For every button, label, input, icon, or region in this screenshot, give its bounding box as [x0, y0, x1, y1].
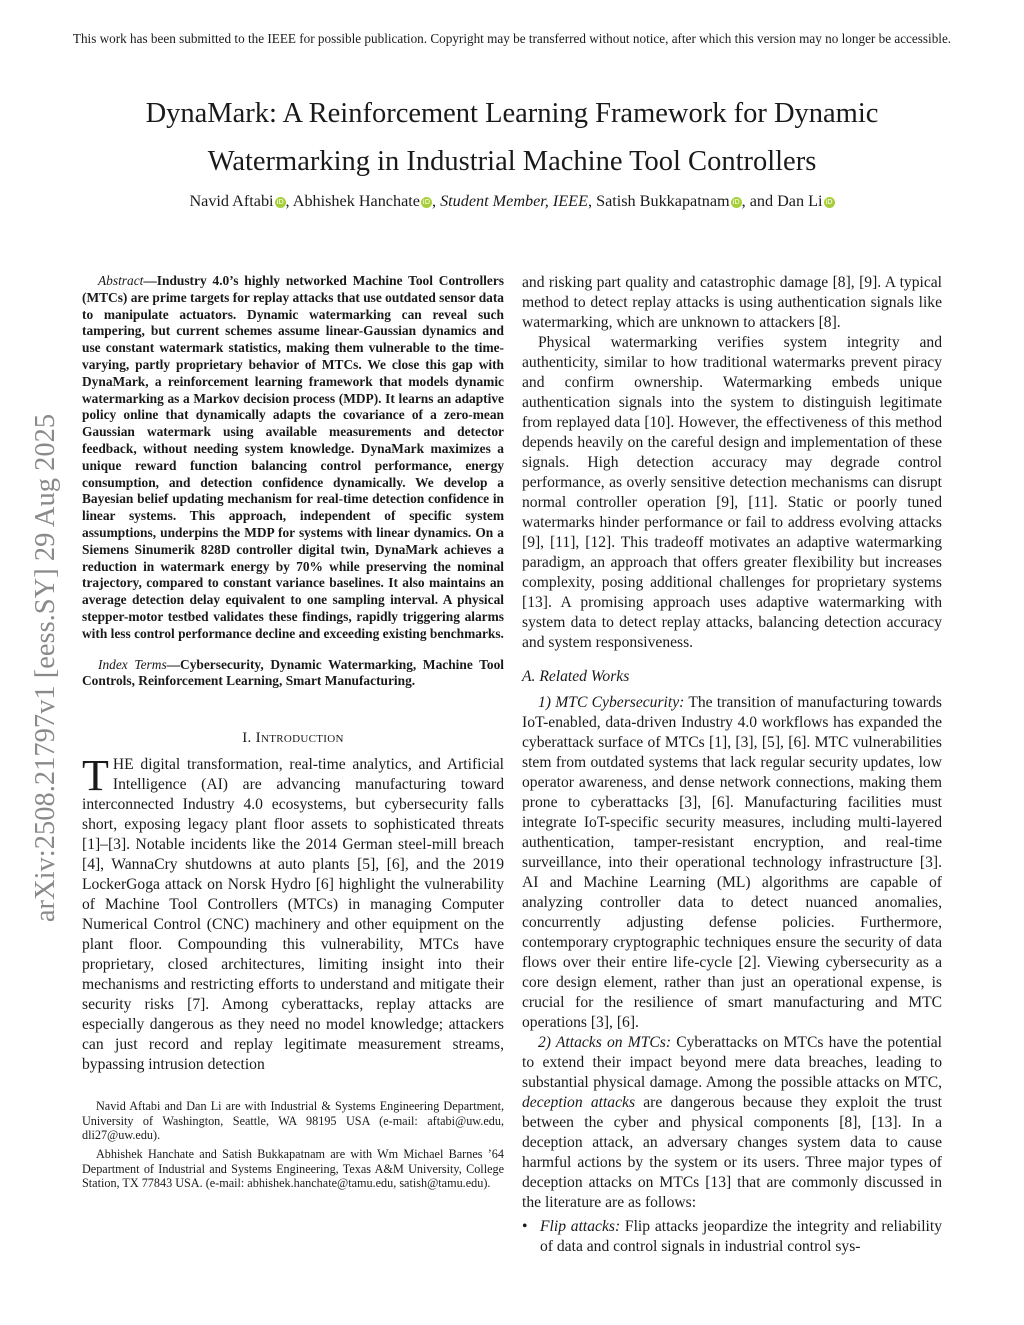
author-list — [40, 190, 984, 212]
paragraph-text: The transition of manufacturing towards IoT-enabled, data-driven Industry 4.0 workflows has expanded the cyberattack surface of MTCs [1], [3], [5], [6]. MTC vulnerabilities stem from outdated systems that lack regular security updates, low operator awareness, and dense network connections, making them prone to cyberattacks [3], [6]. Manufacturing facilities must integrate IoT-specific security measures, including multi-layered authentication, tamper-resistant encryption, and real-time surveillance, into their operational technology infrastructure [3]. AI and Machine Learning (ML) algorithms are capable of analyzing controller data to detect nuanced anomalies, concurrently adjusting defense policies. Furthermore, contemporary cryptographic techniques ensure the security of data flows over their entire life-cycle [2]. Viewing cybersecurity as a core design element, rather than just an operational expense, is crucial for the resilience of smart manufacturing and MTC operations [3], [6]. — [522, 694, 942, 1031]
author-name: Satish Bukkapatnam — [596, 192, 730, 210]
author-separator: , — [587, 192, 597, 210]
paragraph-text: Cyberattacks on MTCs have the potential to extend their impact beyond mere data breaches, leading to substantial physical damage. Among the possible attacks on MTC, — [522, 1034, 942, 1091]
emphasis-term: deception attacks — [522, 1094, 636, 1111]
author-name: Abhishek Hanchate — [292, 192, 420, 210]
section-heading-introduction — [82, 730, 504, 747]
orcid-icon[interactable]: iD — [422, 198, 431, 206]
author-separator: , and — [741, 192, 778, 210]
author-separator: , — [431, 192, 441, 210]
footnote-affiliation-1: Navid Aftabi and Dan Li are with Industrial & Systems Engineering Department, University of Washington, Seattle, WA 98195 USA (e-mail: aftabi@uw.edu, dli27@uw.edu). — [82, 1099, 504, 1143]
author-name: Navid Aftabi — [189, 192, 274, 210]
section-title: Introduction — [255, 730, 344, 747]
list-item-label: Flip attacks: — [540, 1218, 621, 1235]
abstract — [82, 273, 504, 643]
orcid-icon[interactable]: iD — [276, 198, 284, 206]
title-line-1: DynaMark: A Reinforcement Learning Framework for Dynamic — [145, 98, 879, 129]
copyright-notice: This work has been submitted to the IEEE for possible publication. Copyright may be transferred without notice, after which this version may no longer be accessible. — [72, 31, 952, 46]
paragraph-label: 1) MTC Cybersecurity: — [538, 694, 685, 711]
paragraph-text: are dangerous because they exploit the trust between the cyber and physical components [8], [13]. In a deception attack, an adversary changes system data to cause harmful actions by the system or its users. Three major types of deception attacks on MTCs [13] that are commonly discussed in the literature are as follows: — [522, 1094, 942, 1211]
subsection-heading-related-works: A. Related Works — [522, 668, 630, 685]
index-terms-text: —Cybersecurity, Dynamic Watermarking, Machine Tool Controls, Reinforcement Learning, Smart Manufacturing. — [82, 656, 504, 689]
title-line-2: Watermarking in Industrial Machine Tool Controllers — [207, 146, 817, 177]
index-terms — [82, 657, 504, 691]
attack-types-list — [522, 1217, 942, 1257]
abstract-text: —Industry 4.0’s highly networked Machine Tool Controllers (MTCs) are prime targets for replay attacks that use outdated sensor data to manipulate actuators. Dynamic watermarking can reveal such tampering, but current schemes assume linear-Gaussian dynamics and use constant watermark statistics, making them vulnerable to the time-varying, partly proprietary behavior of MTCs. We close this gap with DynaMark, a reinforcement learning framework that models dynamic watermarking as a Markov decision process (MDP). It learns an adaptive policy online that dynamically adapts the covariance of a zero-mean Gaussian watermark using available measurements and detector feedback, without needing system knowledge. DynaMark maximizes a unique reward function balancing control performance, energy consumption, and detection confidence dynamically. We develop a Bayesian belief updating mechanism for real-time detection confidence in linear systems. This approach, independent of specific system assumptions, underpins the MDP for systems with linear dynamics. On a Siemens Sinumerik 828D controller digital twin, DynaMark achieves a reduction in watermark energy by 70% while preserving the nominal trajectory, compared to constant variance baselines. It also maintains an average detection delay equivalent to one sampling interval. A physical stepper-motor testbed validates these findings, rapidly triggering alarms with less control performance decline and exceeding existing benchmarks. — [82, 273, 504, 641]
right-column — [522, 273, 942, 1257]
left-column — [82, 273, 504, 1195]
body-paragraph: and risking part quality and catastrophic damage [8], [9]. A typical method to detect replay attacks is using authentication signals like watermarking, which are unknown to attackers [8]. — [522, 274, 942, 331]
mtc-cybersecurity-paragraph — [522, 693, 942, 1033]
index-terms-label: Index Terms — [98, 656, 167, 672]
intro-paragraph — [82, 751, 504, 1075]
body-paragraph: Physical watermarking verifies system integrity and authenticity, similar to how traditional watermarks prevent piracy and confirm ownership. Watermarking embeds unique authentication signals into the system to distinguish legitimate from replayed data [10]. However, the effectiveness of this method depends heavily on the careful design and implementation of these signals. High detection accuracy may degrade control performance, as overly sensitive detection mechanisms can disrupt normal controller operation [9], [11]. Static or poorly tuned watermarks hinder performance or fail to address evolving attacks [9], [11], [12]. This tradeoff motivates an adaptive watermarking paradigm, an approach that offers greater flexibility but increases complexity, posing additional challenges for proprietary systems [13]. A promising approach uses adaptive watermarking with system data to detect replay attacks, balancing detection accuracy and system responsiveness. — [522, 334, 942, 651]
list-item — [522, 1217, 942, 1257]
orcid-icon[interactable]: iD — [825, 198, 833, 206]
paper-title — [40, 90, 984, 186]
orcid-icon[interactable]: iD — [732, 198, 740, 206]
list-item-text: Flip attacks jeopardize the integrity and reliability of data and control signals in industrial control sys- — [540, 1218, 942, 1255]
intro-text: HE digital transformation, real-time analytics, and Artificial Intelligence (AI) are advancing manufacturing toward interconnected Industry 4.0 ecosystems, but cybersecurity falls short, exposing legacy plant floor assets to sophisticated threats [1]–[3]. Notable incidents like the 2014 German steel-mill breach [4], WannaCry shutdowns at auto plants [5], [6], and the 2019 LockerGoga attack on Norsk Hydro [6] highlight the vulnerability of Machine Tool Controllers (MTCs) in managing Computer Numerical Control (CNC) machinery and other equipment on the plant floor. Compounding this vulnerability, MTCs have proprietary, closed architectures, limiting insight into their mechanisms and restricting efforts to understand and mitigate their security risks [7]. Among cyberattacks, replay attacks are especially dangerous as they need no model knowledge; attackers can just record and replay legitimate measurement streams, bypassing intrusion detection — [82, 756, 504, 1074]
author-separator: , — [285, 192, 293, 210]
abstract-label: Abstract — [98, 273, 144, 288]
member-designation: Student Member, IEEE — [440, 192, 588, 210]
paragraph-label: 2) Attacks on MTCs: — [538, 1034, 672, 1051]
footnotes — [82, 1099, 504, 1191]
footnote-affiliation-2: Abhishek Hanchate and Satish Bukkapatnam are with Wm Michael Barnes ’64 Department of Industrial and Systems Engineering, Texas A&M University, College Station, TX 77843 USA. (e-mail: abhishek.hanchate@tamu.edu, satish@tamu.edu). — [82, 1146, 504, 1191]
drop-cap: T — [82, 751, 109, 801]
arxiv-identifier: arXiv:2508.21797v1 [eess.SY] 29 Aug 2025 — [30, 413, 61, 923]
attacks-on-mtcs-paragraph — [522, 1033, 942, 1213]
author-name: Dan Li — [777, 192, 823, 210]
section-number: I. — [242, 730, 256, 747]
